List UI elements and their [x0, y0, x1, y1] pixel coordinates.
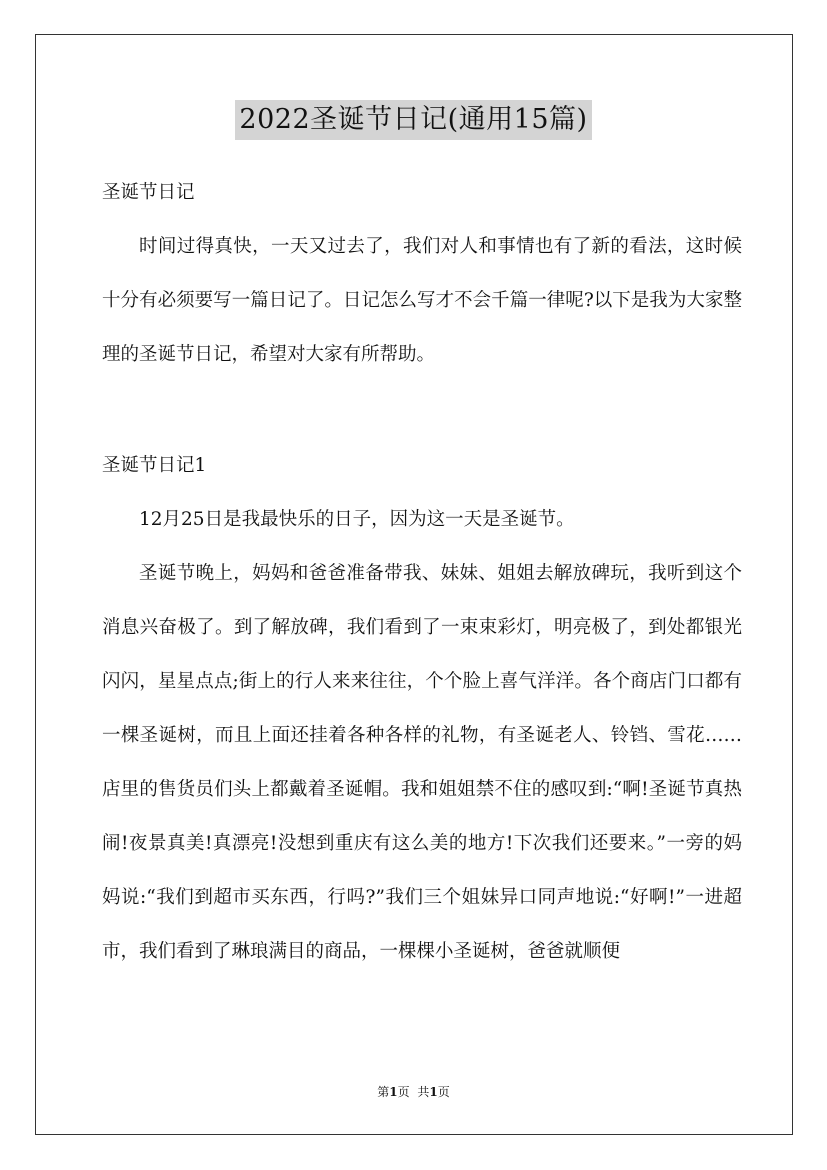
footer-page-number: 1 — [389, 1085, 398, 1099]
page-footer — [0, 1083, 827, 1100]
title-container — [0, 100, 827, 140]
document-title: 2022圣诞节日记(通用15篇) — [235, 100, 591, 140]
footer-page-suffix: 页 — [397, 1085, 410, 1099]
intro-heading: 圣诞节日记 — [102, 182, 195, 203]
footer-page-prefix: 第 — [377, 1085, 390, 1099]
footer-total-number: 1 — [429, 1085, 438, 1099]
section-1-heading: 圣诞节日记1 — [102, 455, 207, 476]
footer-total-prefix: 共 — [417, 1085, 430, 1099]
section-1-paragraph-1: 12月25日是我最快乐的日子，因为这一天是圣诞节。 — [139, 509, 575, 530]
section-1-paragraph-2: 圣诞节晚上，妈妈和爸爸准备带我、妹妹、姐姐去解放碑玩，我听到这个消息兴奋极了。到了解放碑，我们看到了一束束彩灯，明亮极了，到处都银光闪闪，星星点点;街上的行人来来往往，个个脸上喜气洋洋。各个商店门口都有一棵圣诞树，而且上面还挂着各种各样的礼物，有圣诞老人、铃铛、雪花……店里的售货员们头上都戴着圣诞帽。我和姐姐禁不住的感叹到:“啊!圣诞节真热闹!夜景真美!真漂亮!没想到重庆有这么美的地方!下次我们还要来。”一旁的妈妈说:“我们到超市买东西，行吗?”我们三个姐妹异口同声地说:“好啊!”一进超市，我们看到了琳琅满目的商品，一棵棵小圣诞树，爸爸就顺便 — [102, 563, 742, 962]
footer-total-suffix: 页 — [437, 1085, 450, 1099]
intro-paragraph: 时间过得真快，一天又过去了，我们对人和事情也有了新的看法，这时候十分有必须要写一篇日记了。日记怎么写才不会千篇一律呢?以下是我为大家整理的圣诞节日记，希望对大家有所帮助。 — [102, 236, 742, 365]
